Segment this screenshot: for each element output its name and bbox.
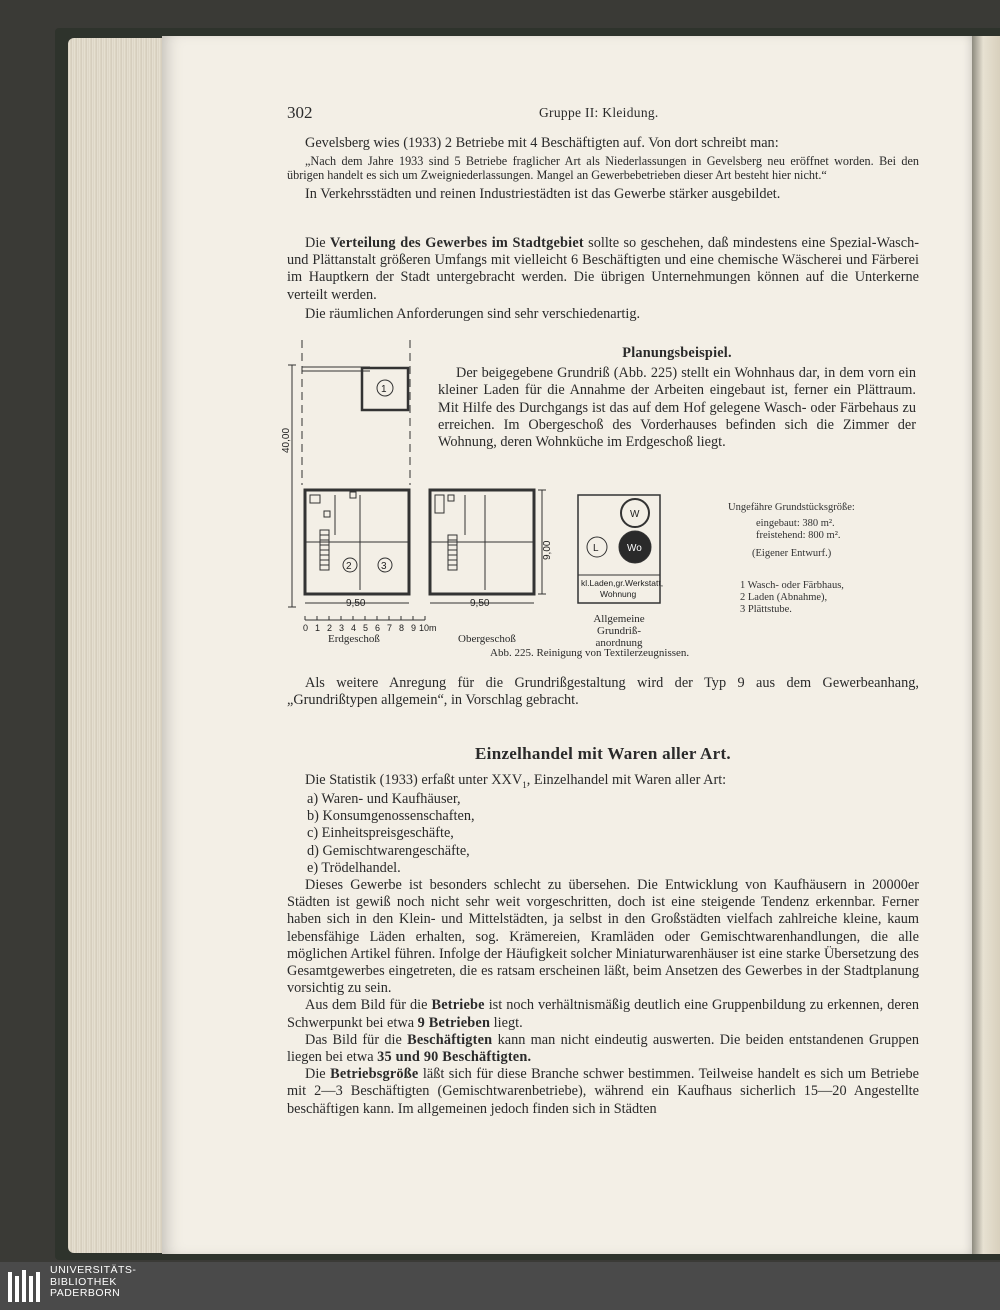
scale-label: 9 [411, 623, 417, 633]
list-item: d) Gemischtwarengeschäfte, [307, 842, 470, 859]
quote-paragraph: „Nach dem Jahre 1933 sind 5 Betriebe fraglicher Art als Niederlassungen in Gevelsberg neu eröffnet worden. Bei den übrigen handelt es sich um Zweigniederlassungen. Mangel an Gewerbebetrieben dieser Art besteht hier nicht.“ [287, 154, 919, 182]
legend-item: 3 Plättstube. [740, 604, 792, 615]
bold-term: 9 Betrieben [417, 1014, 491, 1031]
planung-text: Der beigegebene Grundriß (Abb. 225) stellt ein Wohnhaus dar, in dem vorn ein kleiner Laden für die Annahme der Arbeiten eingebaut ist, ferner ein Plättraum. Mit Hilfe des Durchgangs ist das auf dem Hof gelegene Wasch- oder Färbehaus zu erreichen. Im Obergeschoß des Vorderhauses befinden sich die Zimmer der Wohnung, deren Wohnküche im Erdgeschoß liegt. [438, 365, 916, 451]
diagram-caption-line: Allgemeine [593, 613, 645, 625]
bold-term: Beschäftigten [407, 1031, 493, 1048]
text-run: kann man nicht eindeutig auswerten. Die beiden entstandenen Gruppen liegen bei etwa [287, 1031, 919, 1066]
circle-l-label: L [593, 543, 599, 554]
running-title: Gruppe II: Kleidung. [539, 105, 659, 120]
anregung-text: Als weitere Anregung für die Grundrißgestaltung wird der Typ 9 aus dem Gewerbeanhang, „Grundrißtypen allgemein“, in Vorschlag gebracht. [287, 675, 919, 709]
scale-label: 3 [339, 623, 345, 633]
body-paragraph [287, 997, 919, 1031]
text-run: Aus dem Bild für die [305, 997, 432, 1014]
floor-plan-figure [280, 335, 700, 655]
diagram-caption-line: anordnung [595, 637, 643, 649]
text-run: läßt sich für diese Branche schwer bestimmen. Teilweise handelt es sich um Betriebe mit 2—3 Beschäftigten (Gemischtwarenbetriebe), während ein Kaufhaus sicherlich 15—20 Angestellte beschäftigen kann. Im allgemeinen jedoch finden sich in Städten [287, 1066, 919, 1117]
scale-label: 0 [303, 623, 309, 633]
library-line: UNIVERSITÄTS- [50, 1264, 137, 1276]
room-mark: 3 [381, 561, 387, 572]
anregung-paragraph [287, 675, 919, 709]
dim-vertical-label: 40,00 [281, 427, 292, 453]
entwurf-note: (Eigener Entwurf.) [752, 548, 832, 559]
text-run: Die [305, 1066, 331, 1083]
room-mark: 2 [346, 561, 352, 572]
text-run: ist noch verhältnismäßig deutlich eine Gruppenbildung zu erkennen, deren Schwerpunkt bei etwa [287, 997, 919, 1031]
diagram-caption-line: Grundriß- [597, 625, 641, 637]
scale-label: 2 [327, 623, 333, 633]
bold-term: Betriebe [431, 997, 485, 1014]
label-erdgeschoss: Erdgeschoß [328, 633, 380, 645]
diagram-caption [578, 613, 660, 649]
legend-item: 2 Laden (Abnahme), [740, 592, 828, 603]
body-paragraph [287, 1066, 919, 1118]
text-run: sollte so geschehen, daß mindestens eine Spezial-Wasch- und Plättanstalt größeren Umfangs mit vielleicht 6 Beschäftigten und eine chemische Wäscherei und Färberei im Hauptkern der Stadt untergebracht werden. Die übrigen Unternehmungen können auf die Unterkerne verteilt werden. [287, 235, 919, 303]
einzelhandel-body [287, 877, 919, 1118]
library-line: BIBLIOTHEK [50, 1275, 117, 1288]
scale-label: 4 [351, 623, 357, 633]
legend-item: 1 Wasch- oder Färbhaus, [740, 580, 844, 591]
list-item: c) Einheitspreisgeschäfte, [307, 825, 454, 842]
intro-paragraph-2: In Verkehrsstädten und reinen Industriestädten ist das Gewerbe stärker ausgebildet. [305, 186, 781, 203]
category-list [307, 791, 907, 877]
diagram-box-label: kl.Laden,gr.Werkstatt, [581, 578, 664, 588]
scale-label: 8 [399, 623, 405, 633]
bold-term: Betriebsgröße [330, 1066, 419, 1083]
size-freistehend: freistehend: 800 m². [756, 530, 841, 541]
next-page-edge [972, 36, 1000, 1254]
section-heading: Einzelhandel mit Waren aller Art. [475, 744, 731, 763]
intro-paragraph: Gevelsberg wies (1933) 2 Betriebe mit 4 Beschäftigten auf. Von dort schreibt man: [305, 135, 779, 151]
dim-width-label: 9,50 [470, 598, 490, 609]
room-mark: 1 [381, 384, 387, 395]
scale-label: 5 [363, 623, 369, 633]
body-paragraph: Dieses Gewerbe ist besonders schlecht zu übersehen. Die Entwicklung von Kaufhäusern in 20000er Städten ist gewiß noch nicht sehr weit vorgeschritten, doch ist eine steigende Tendenz erkennbar. Ferner haben sich in den Klein- und Mittelstädten, ja selbst in den Großstädten vielfach zahlreiche kleine, kaum lebensfähige Läden erhalten, sog. Krämereien, Kramläden oder Gemischtwarenhandlungen, die alle möglichen Artikel führen. Infolge der Häufigkeit solcher Miniaturwarenhäuser ist eine starke Übersetzung des Gesamtgewerbes eingetreten, die es ratsam erscheinen läßt, beim Ansetzen des Gewerbes in der Stadtplanung vorsichtig zu sein. [287, 877, 919, 997]
page-number: 302 [287, 103, 313, 122]
text-run: Die [305, 235, 330, 251]
library-footer [0, 1262, 1000, 1310]
label-obergeschoss: Obergeschoß [458, 633, 516, 645]
verteilung-section [287, 235, 919, 323]
verteilung-paragraph-2: Die räumlichen Anforderungen sind sehr verschiedenartig. [305, 305, 641, 322]
running-head [287, 103, 919, 123]
list-item: e) Trödelhandel. [307, 859, 401, 876]
library-logo-icon [6, 1266, 46, 1308]
dim-width-label: 9,50 [346, 598, 366, 609]
size-title: Ungefähre Grundstücksgröße: [728, 502, 855, 513]
subscript: 1 [522, 779, 527, 790]
circle-wo-label: Wo [627, 543, 642, 554]
bold-term: Verteilung des Gewerbes im Stadtgebiet [329, 235, 584, 251]
text-run: , Einzelhandel mit Waren aller Art: [526, 772, 727, 788]
text-run: Das Bild für die [305, 1031, 408, 1048]
dim-right-label: 9,00 [542, 540, 553, 560]
text-run: liegt. [490, 1014, 523, 1031]
page-edges [68, 38, 168, 1253]
circle-w-label: W [630, 509, 640, 520]
scale-label: 7 [387, 623, 393, 633]
bold-term: 35 und 90 Beschäftigten. [377, 1049, 532, 1066]
body-paragraph [287, 1032, 919, 1066]
text-run: Die Statistik (1933) erfaßt unter XXV [305, 772, 523, 788]
verteilung-paragraph [287, 235, 919, 304]
library-line: PADERBORN [50, 1287, 121, 1299]
diagram-box-label: Wohnung [600, 589, 637, 599]
scale-label: 6 [375, 623, 381, 633]
intro-section [287, 135, 919, 204]
library-name [50, 1265, 136, 1300]
list-item: a) Waren- und Kaufhäuser, [307, 791, 461, 807]
size-eingebaut: eingebaut: 380 m². [756, 518, 835, 529]
list-item: b) Konsumgenossenschaften, [307, 808, 475, 825]
planung-title: Planungsbeispiel. [622, 345, 732, 361]
plot-size-info [728, 502, 855, 560]
figure-legend [740, 580, 844, 616]
scale-label: 1 [315, 623, 321, 633]
scale-label: 10m [419, 623, 437, 633]
figure-caption: Abb. 225. Reinigung von Textilerzeugnissen. [490, 647, 690, 659]
